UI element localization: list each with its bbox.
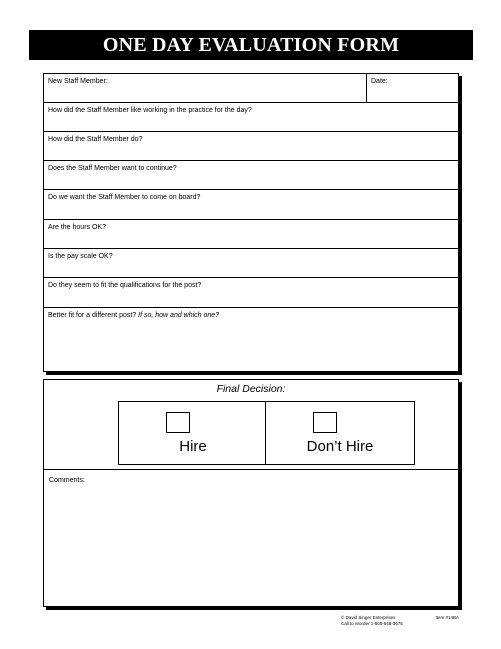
date-label: Date: (371, 78, 388, 85)
hire-label: Hire (179, 438, 207, 455)
form-title: ONE DAY EVALUATION FORM (29, 30, 473, 60)
footer (341, 615, 459, 626)
staff-member-row[interactable] (44, 74, 458, 102)
question-row[interactable] (44, 160, 458, 190)
dont-hire-label: Don’t Hire (306, 438, 374, 455)
comments-label: Comments: (49, 477, 85, 484)
question-row[interactable] (44, 102, 458, 132)
question-row[interactable] (44, 277, 458, 308)
question-label: Are the hours OK? (48, 224, 106, 231)
date-field[interactable] (366, 74, 459, 102)
comments-field[interactable] (44, 469, 458, 607)
final-decision-panel (43, 379, 459, 607)
question-row-different-post[interactable] (44, 307, 458, 372)
question-label: Do we want the Staff Member to come on board? (48, 194, 201, 201)
question-label (48, 311, 219, 320)
dont-hire-option[interactable] (265, 401, 415, 465)
question-label: Is the pay scale OK? (48, 253, 113, 260)
question-text: Better fit for a different post? (48, 312, 137, 319)
question-row[interactable] (44, 248, 458, 278)
question-hint: If so, how and which one? (138, 312, 220, 319)
staff-member-label: New Staff Member: (48, 78, 108, 85)
hire-checkbox[interactable] (166, 412, 190, 433)
final-decision-title: Final Decision: (216, 383, 286, 395)
question-row[interactable] (44, 131, 458, 161)
reorder-text: Call to reorder 1-800-548-3676 (341, 620, 403, 626)
question-row[interactable] (44, 219, 458, 249)
dont-hire-checkbox[interactable] (313, 412, 337, 433)
question-label: Does the Staff Member want to continue? (48, 165, 177, 172)
question-label: How did the Staff Member do? (48, 136, 143, 143)
question-row[interactable] (44, 189, 458, 220)
publisher-text: © David Singer Enterprises (341, 615, 396, 620)
hire-option[interactable] (118, 401, 268, 465)
item-number: Item #14BA (435, 615, 459, 620)
question-label: Do they seem to fit the qualifications for the post? (48, 282, 202, 289)
evaluation-form (43, 73, 459, 372)
question-label: How did the Staff Member like working in the practice for the day? (48, 107, 252, 114)
